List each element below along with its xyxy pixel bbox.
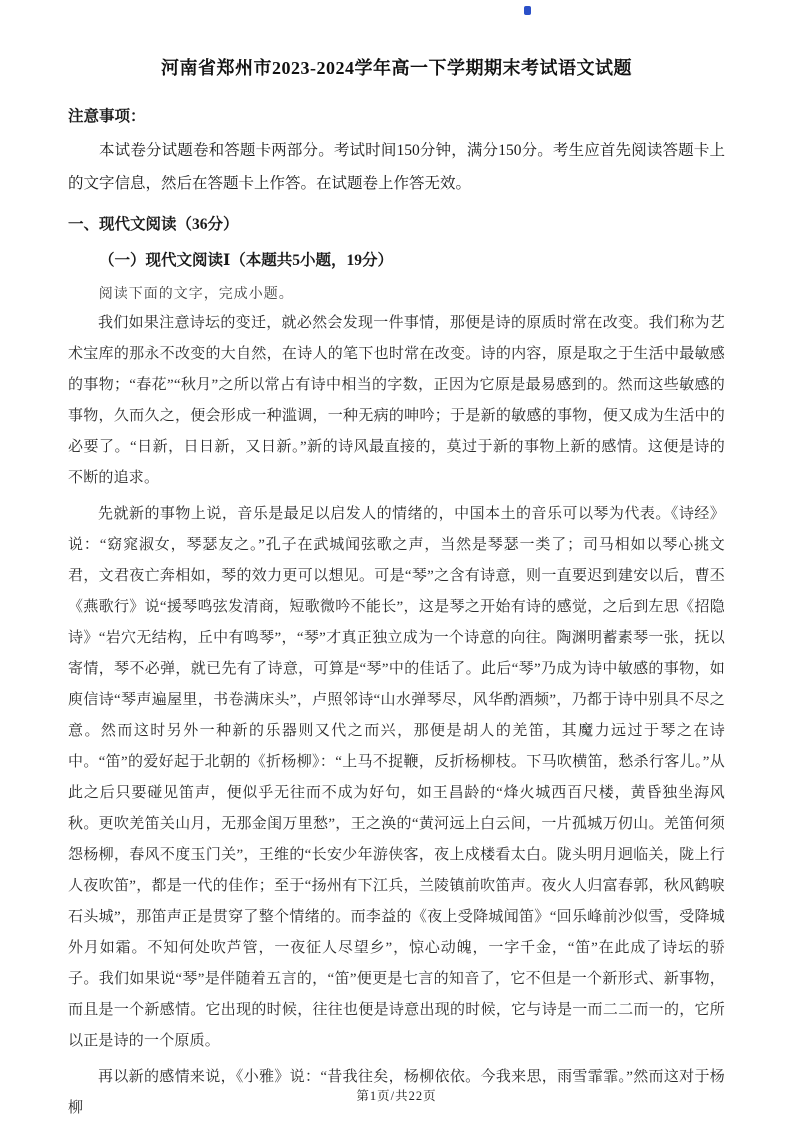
section-1-heading: 一、现代文阅读（36分） — [68, 216, 239, 233]
section-1-1-heading: （一）现代文阅读Ⅰ（本题共5小题，19分） — [99, 252, 394, 269]
notice-heading: 注意事项： — [68, 108, 146, 125]
blue-ink-mark — [524, 6, 531, 15]
page-title: 河南省郑州市2023-2024学年高一下学期期末考试语文试题 — [161, 58, 632, 78]
reading-instruction: 阅读下面的文字，完成小题。 — [98, 287, 294, 302]
reading-paragraph-1: 我们如果注意诗坛的变迁，就必然会发现一件事情，那便是诗的原质时常在改变。我们称为艺术宝库的那永不改变的大自然，在诗人的笔下也时常在改变。诗的内容，原是取之于生活中最敏感的事物；“春花”“秋月”之所以常占有诗中相当的字数，正因为它原是最易感到的。然而这些敏感的事物，久而久之，便会形成一种滥调，一种无病的呻吟；于是新的敏感的事物，便又成为生活中的必要了。“日新，日日新，又日新。”新的诗风最直接的，莫过于新的事物上新的感情。这便是诗的不断的追求。 — [68, 315, 725, 486]
notice-text: 本试卷分试题卷和答题卡两部分。考试时间150分钟，满分150分。考生应首先阅读答题卡上的文字信息，然后在答题卡上作答。在试题卷上作答无效。 — [68, 142, 725, 192]
reading-paragraph-2: 先就新的事物上说，音乐是最足以启发人的情绪的，中国本土的音乐可以琴为代表。《诗经》说：“窈窕淑女，琴瑟友之。”孔子在武城闻弦歌之声，当然是琴瑟一类了；司马相如以琴心挑文君，文君夜亡奔相如，琴的效力更可以想见。可是“琴”之含有诗意，则一直要迟到建安以后，曹丕《燕歌行》说“援琴鸣弦发清商，短歌微吟不能长”，这是琴之开始有诗的感觉，之后到左思《招隐诗》“岩穴无结构，丘中有鸣琴”，“琴”才真正独立成为一个诗意的向往。陶渊明蓄素琴一张，抚以寄情，琴不必弹，就已先有了诗意，可算是“琴”中的佳话了。此后“琴”乃成为诗中敏感的事物，如庾信诗“琴声遍屋里，书卷满床头”，卢照邻诗“山水弹琴尽，风华酌酒频”，乃都于诗中别具不尽之意。然而这时另外一种新的乐器则又代之而兴，那便是胡人的羌笛，其魔力远过于琴之在诗中。“笛”的爱好起于北朝的《折杨柳》：“上马不捉鞭，反折杨柳枝。下马吹横笛，愁杀行客儿。”从此之后只要碰见笛声，便似乎无往而不成为好句，如王昌龄的“烽火城西百尺楼，黄昏独坐海风秋。更吹羌笛关山月，无那金闺万里愁”，王之涣的“黄河远上白云间，一片孤城万仞山。羌笛何须怨杨柳，春风不度玉门关”，王维的“长安少年游侠客，夜上戍楼看太白。陇头明月迥临关，陇上行人夜吹笛”，都是一代的佳作；至于“扬州有下江兵，兰陵镇前吹笛声。夜火人归富春郭，秋风鹤唳石头城”，那笛声正是贯穿了整个情绪的。而李益的《夜上受降城闻笛》“回乐峰前沙似雪，受降城外月如霜。不知何处吹芦管，一夜征人尽望乡”，惊心动魄，一字千金，“笛”在此成了诗坛的骄子。我们如果说“琴”是伴随着五言的，“笛”便更是七言的知音了，它不但是一个新形式、新事物，而且是一个新感情。它出现的时候，往往也便是诗意出现的时候，它与诗是一而二二而一的，它所以正是诗的一个原质。 — [68, 506, 725, 1049]
page-number-footer: 第1页/共22页 — [356, 1089, 437, 1103]
reading-paragraph-3: 再以新的感情来说，《小雅》说：“昔我往矣，杨柳依依。今我来思，雨雪霏霏。”然而这对于杨柳 — [68, 1069, 725, 1116]
